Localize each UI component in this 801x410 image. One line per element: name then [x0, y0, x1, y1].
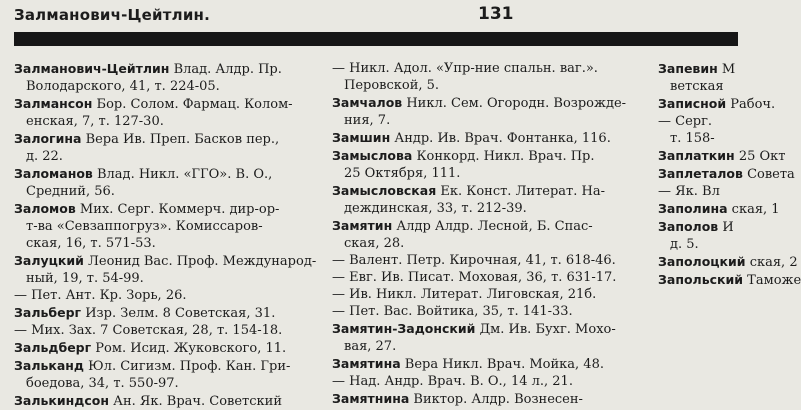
directory-column-3 — [658, 60, 801, 289]
directory-entry — [332, 252, 644, 269]
directory-entry — [14, 339, 320, 357]
directory-entry — [14, 304, 320, 322]
directory-entry — [14, 60, 320, 95]
entry-surname: Зальдберг — [14, 340, 92, 355]
entry-text: Влад. Алдр. Пр. — [173, 62, 282, 77]
directory-entry — [332, 269, 644, 286]
entry-text: Влад. Никл. «ГГО». В. О., — [97, 167, 273, 182]
entry-text: д. 5. — [670, 237, 699, 252]
entry-line — [14, 339, 320, 357]
directory-entry — [14, 95, 320, 130]
directory-entry — [658, 253, 798, 271]
entry-surname: Заполина — [658, 201, 728, 216]
entry-line — [332, 286, 644, 303]
entry-line — [14, 357, 320, 375]
entry-line — [658, 147, 786, 165]
entry-line — [332, 217, 644, 235]
entry-line — [14, 287, 320, 304]
entry-text: Виктор. Алдр. Вознесен- — [413, 392, 583, 407]
entry-line — [14, 95, 320, 113]
entry-line — [658, 271, 801, 289]
entry-text: 25 Октября, 111. — [344, 166, 461, 181]
directory-entry — [14, 252, 320, 287]
entry-text: Конкорд. Никл. Врач. Пр. — [416, 149, 595, 164]
entry-line — [332, 303, 644, 320]
directory-entry — [14, 392, 320, 410]
entry-line — [14, 78, 320, 95]
entry-text: енская, 7, т. 127-30. — [26, 114, 164, 129]
directory-entry — [332, 129, 644, 147]
page-header — [0, 0, 738, 34]
entry-line — [14, 183, 320, 200]
entry-surname: Замятин — [332, 218, 393, 233]
directory-entry — [14, 357, 320, 392]
entry-text: М — [721, 62, 736, 77]
entry-line — [332, 200, 644, 217]
entry-line — [332, 320, 644, 338]
entry-text: Перовской, 5. — [344, 78, 440, 93]
entry-line — [658, 200, 780, 218]
entry-surname: Замятнина — [332, 391, 410, 406]
running-head: Залманович-Цейтлин. — [14, 6, 210, 24]
directory-entry — [332, 355, 644, 373]
entry-line — [658, 165, 795, 183]
directory-entry — [332, 60, 644, 94]
entry-text: Бор. Солом. Фармац. Колом- — [96, 97, 293, 112]
entry-text: деждинская, 33, т. 212-39. — [344, 201, 527, 216]
entry-text: Юл. Сигизм. Проф. Кан. Гри- — [88, 359, 291, 374]
entry-text: — Валент. Петр. Кирочная, 41, т. 618-46. — [332, 253, 616, 268]
entry-surname: Записной — [658, 96, 727, 111]
entry-line — [332, 252, 644, 269]
directory-entry — [332, 147, 644, 182]
entry-line — [658, 78, 738, 95]
entry-text: Андр. Ив. Врач. Фонтанка, 116. — [394, 131, 611, 146]
entry-text: — Як. Вл — [658, 184, 720, 199]
directory-column-1 — [14, 60, 320, 410]
entry-surname: Залманович-Цейтлин — [14, 61, 170, 76]
directory-entry — [332, 286, 644, 303]
entry-line — [658, 183, 738, 200]
directory-entry — [658, 165, 795, 183]
entry-text: ветская — [670, 79, 724, 94]
directory-entry — [14, 322, 320, 339]
directory-entry — [658, 183, 738, 200]
entry-text: ный, 19, т. 54-99. — [26, 271, 144, 286]
entry-text: Мих. Серг. Коммерч. дир-ор- — [79, 202, 280, 217]
entry-surname: Заломанов — [14, 166, 93, 181]
entry-line — [332, 60, 644, 77]
directory-entry — [658, 271, 801, 289]
entry-line — [14, 165, 320, 183]
directory-entry — [658, 95, 776, 113]
entry-line — [14, 304, 320, 322]
entry-line — [14, 392, 320, 410]
entry-surname: Замысловская — [332, 183, 437, 198]
directory-entry — [658, 147, 786, 165]
directory-entry — [332, 373, 644, 390]
entry-surname: Залькиндсон — [14, 393, 109, 408]
entry-line — [658, 60, 738, 78]
entry-line — [14, 235, 320, 252]
entry-line — [14, 218, 320, 235]
entry-line — [14, 375, 320, 392]
entry-surname: Заполов — [658, 219, 719, 234]
entry-text: Вера Ив. Преп. Басков пер., — [85, 132, 280, 147]
entry-text: Таможе — [747, 273, 801, 288]
entry-surname: Замшин — [332, 130, 391, 145]
entry-text: Леонид Вас. Проф. Международ- — [88, 254, 317, 269]
entry-text: ская, 1 — [731, 202, 780, 217]
entry-line — [14, 148, 320, 165]
entry-surname: Запольский — [658, 272, 744, 287]
entry-line — [332, 94, 644, 112]
entry-text: 25 Окт — [738, 149, 786, 164]
entry-line — [332, 269, 644, 286]
entry-text: Ек. Конст. Литерат. На- — [440, 184, 605, 199]
entry-line — [14, 322, 320, 339]
entry-text: — Ив. Никл. Литерат. Лиговская, 21б. — [332, 287, 597, 302]
directory-entry — [658, 60, 738, 95]
entry-surname: Зальканд — [14, 358, 85, 373]
entry-surname: Заплеталов — [658, 166, 743, 181]
entry-surname: Заполоцкий — [658, 254, 746, 269]
entry-surname: Запевин — [658, 61, 718, 76]
entry-line — [658, 113, 738, 130]
page-number: 131 — [478, 4, 514, 24]
header-rule — [14, 32, 738, 46]
entry-line — [332, 373, 644, 390]
entry-line — [14, 60, 320, 78]
entry-text: ская, 16, т. 571-53. — [26, 236, 156, 251]
entry-text: — Пет. Вас. Войтика, 35, т. 141-33. — [332, 304, 573, 319]
entry-text: Ан. Як. Врач. Советский — [113, 394, 282, 409]
entry-text: Дм. Ив. Бухг. Мохо- — [479, 322, 616, 337]
entry-surname: Зальберг — [14, 305, 82, 320]
directory-entry — [14, 130, 320, 165]
entry-text: Алдр Алдр. Лесной, Б. Спас- — [396, 219, 593, 234]
directory-entry — [14, 200, 320, 252]
directory-entry — [332, 390, 644, 408]
entry-text: — Евг. Ив. Писат. Моховая, 36, т. 631-17. — [332, 270, 617, 285]
entry-line — [658, 253, 798, 271]
entry-line — [332, 112, 644, 129]
entry-text: — Над. Андр. Врач. В. О., 14 л., 21. — [332, 374, 573, 389]
entry-text: — Мих. Зах. 7 Советская, 28, т. 154-18. — [14, 323, 283, 338]
entry-text: ская, 2 — [749, 255, 798, 270]
entry-line — [14, 252, 320, 270]
entry-text: ния, 7. — [344, 113, 391, 128]
entry-surname: Замятина — [332, 356, 401, 371]
entry-line — [14, 200, 320, 218]
entry-text: Средний, 56. — [26, 184, 115, 199]
entry-surname: Заплаткин — [658, 148, 735, 163]
entry-surname: Залмансон — [14, 96, 93, 111]
directory-column-2 — [332, 60, 644, 408]
directory-entry — [14, 165, 320, 200]
entry-line — [332, 390, 644, 408]
directory-entry — [14, 287, 320, 304]
entry-text: Рабоч. — [730, 97, 776, 112]
entry-line — [332, 338, 644, 355]
entry-surname: Замятин-Задонский — [332, 321, 476, 336]
entry-line — [14, 113, 320, 130]
entry-text: Володарского, 41, т. 224-05. — [26, 79, 220, 94]
entry-text: Никл. Сем. Огородн. Возрожде- — [406, 96, 627, 111]
entry-line — [658, 95, 776, 113]
entry-text: боедова, 34, т. 550-97. — [26, 376, 179, 391]
directory-entry — [658, 113, 738, 147]
entry-text: т. 158- — [670, 131, 715, 146]
entry-text: — Серг. — [658, 114, 713, 129]
directory-entry — [332, 182, 644, 217]
entry-text: т-ва «Севзаппогруз». Комиссаров- — [26, 219, 263, 234]
entry-line — [14, 270, 320, 287]
entry-text: Ром. Исид. Жуковского, 11. — [95, 341, 287, 356]
entry-line — [14, 130, 320, 148]
entry-text: Изр. Зелм. 8 Советская, 31. — [85, 306, 276, 321]
entry-text: И — [722, 220, 734, 235]
directory-entry — [332, 217, 644, 252]
entry-text: д. 22. — [26, 149, 63, 164]
directory-entry — [658, 218, 738, 253]
entry-line — [332, 129, 644, 147]
entry-line — [332, 77, 644, 94]
entry-line — [658, 218, 738, 236]
entry-text: — Никл. Адол. «Упр-ние спальн. ваг.». — [332, 61, 598, 76]
entry-line — [332, 182, 644, 200]
entry-text: ская, 28. — [344, 236, 405, 251]
entry-line — [332, 235, 644, 252]
entry-line — [332, 355, 644, 373]
entry-text: — Пет. Ант. Кр. Зорь, 26. — [14, 288, 187, 303]
entry-text: Совета — [747, 167, 795, 182]
entry-surname: Залогина — [14, 131, 82, 146]
entry-line — [658, 236, 738, 253]
directory-entry — [332, 320, 644, 355]
entry-surname: Заломов — [14, 201, 76, 216]
directory-entry — [332, 303, 644, 320]
entry-line — [658, 130, 738, 147]
entry-surname: Залуцкий — [14, 253, 84, 268]
directory-entry — [658, 200, 780, 218]
entry-text: Вера Никл. Врач. Мойка, 48. — [404, 357, 604, 372]
entry-line — [332, 147, 644, 165]
entry-text: вая, 27. — [344, 339, 397, 354]
entry-surname: Замыслова — [332, 148, 413, 163]
entry-line — [332, 165, 644, 182]
entry-surname: Замчалов — [332, 95, 403, 110]
directory-entry — [332, 94, 644, 129]
